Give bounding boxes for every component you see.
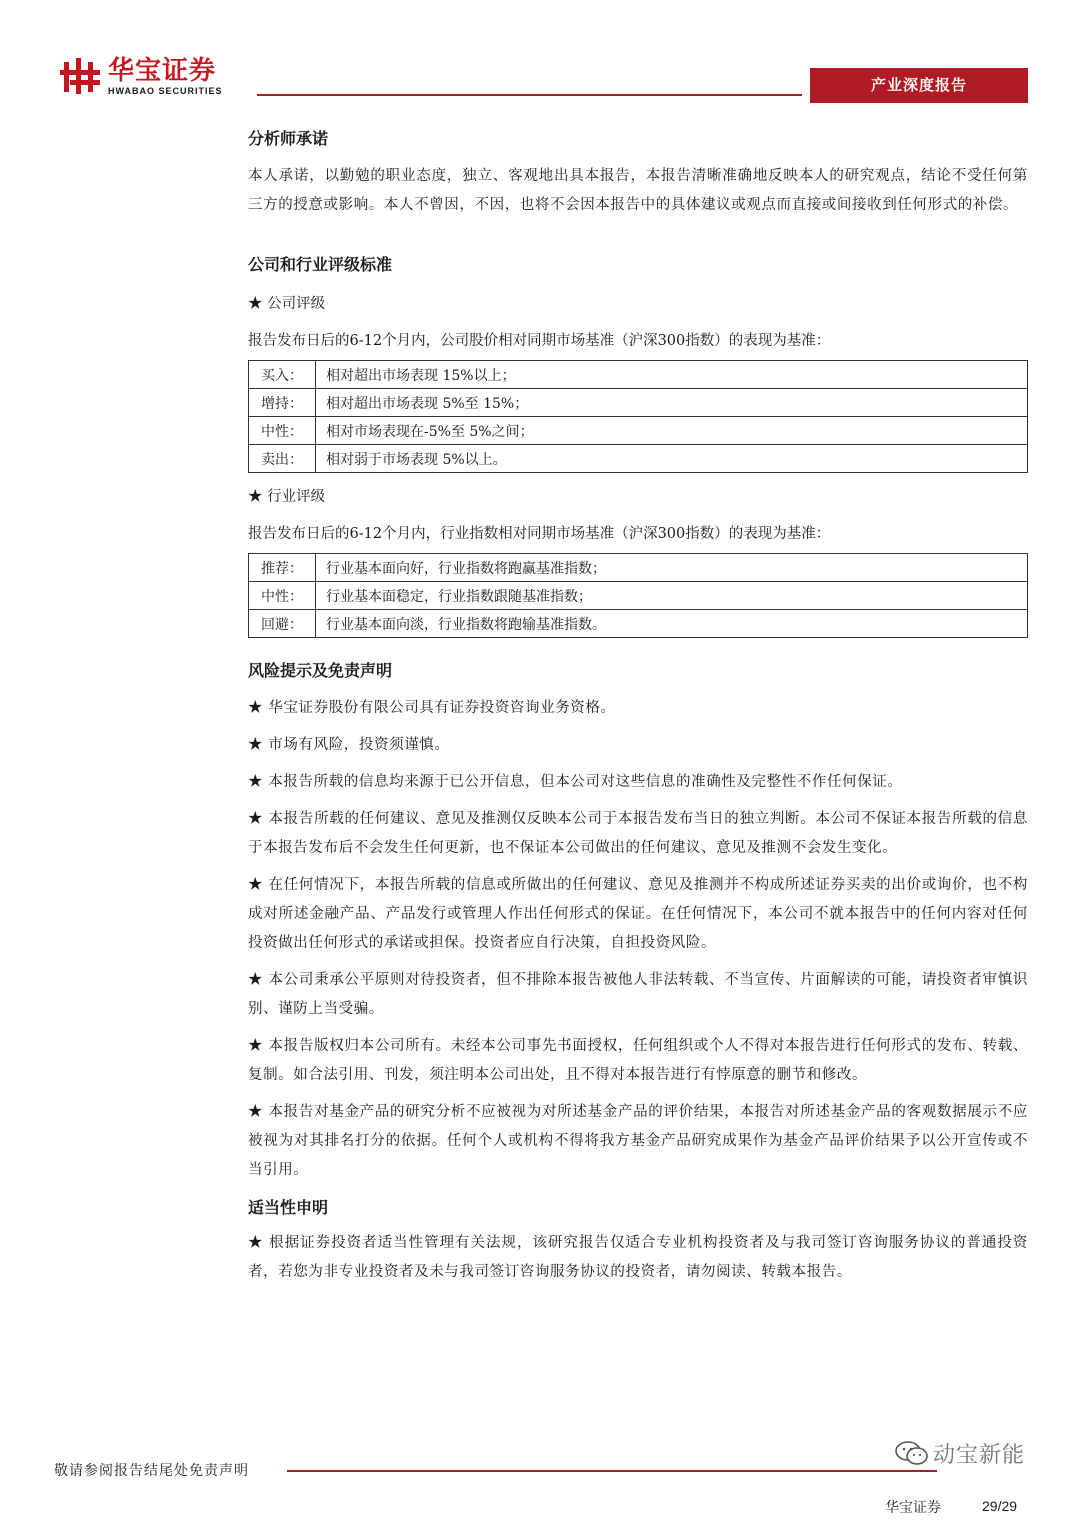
table-row <box>249 554 1028 582</box>
rating-key: 推荐： <box>249 554 316 582</box>
company-logo <box>60 56 250 100</box>
footer-disclaimer-note: 敬请参阅报告结尾处免责声明 <box>54 1463 249 1479</box>
table-row <box>249 417 1028 445</box>
page-number: 29/29 <box>982 1498 1018 1514</box>
suitability-title: 适当性申明 <box>248 1198 329 1217</box>
rating-key: 回避： <box>249 610 316 638</box>
rating-value: 相对超出市场表现 5%至 15%； <box>316 389 1028 417</box>
suitability-text: ★ 根据证券投资者适当性管理有关法规，该研究报告仅适合专业机构投资者及与我司签订咨询服务协议的普通投资者，若您为非专业投资者及未与我司签订咨询服务协议的投资者，请勿阅读、转载本报告。 <box>248 1235 1028 1280</box>
analyst-commitment-text: 本人承诺，以勤勉的职业态度，独立、客观地出具本报告，本报告清晰准确地反映本人的研究观点，结论不受任何第三方的授意或影响。本人不曾因，不因，也将不会因本报告中的具体建议或观点而直接或间接收到任何形式的补偿。 <box>248 168 1028 213</box>
watermark-text: 动宝新能 <box>933 1443 1026 1468</box>
rating-value: 相对弱于市场表现 5%以上。 <box>316 445 1028 473</box>
rating-value: 行业基本面向好，行业指数将跑赢基准指数； <box>316 554 1028 582</box>
table-row <box>249 389 1028 417</box>
footer-brand: 华宝证券 <box>885 1500 941 1516</box>
analyst-commitment-title: 分析师承诺 <box>248 129 329 148</box>
company-rating-description: 报告发布日后的6-12个月内，公司股价相对同期市场基准（沪深300指数）的表现为基准： <box>248 333 831 349</box>
industry-rating-table <box>248 553 1028 638</box>
table-row <box>249 582 1028 610</box>
logo-english-name: HWABAO SECURITIES <box>108 86 223 96</box>
rating-value: 相对超出市场表现 15%以上； <box>316 361 1028 389</box>
list-item: ★ 市场有风险，投资须谨慎。 <box>248 737 450 753</box>
rating-key: 增持： <box>249 389 316 417</box>
rating-key: 中性： <box>249 582 316 610</box>
rating-key: 中性： <box>249 417 316 445</box>
header-divider <box>257 94 802 96</box>
rating-key: 买入： <box>249 361 316 389</box>
wechat-icon <box>895 1440 929 1466</box>
rating-value: 相对市场表现在-5%至 5%之间； <box>316 417 1028 445</box>
footer-divider <box>287 1470 937 1472</box>
company-rating-heading: ★ 公司评级 <box>248 296 326 312</box>
industry-rating-description: 报告发布日后的6-12个月内，行业指数相对同期市场基准（沪深300指数）的表现为基准： <box>248 526 831 542</box>
rating-key: 卖出： <box>249 445 316 473</box>
table-row <box>249 610 1028 638</box>
list-item: ★ 本公司秉承公平原则对待投资者，但不排除本报告被他人非法转载、不当宣传、片面解读的可能，请投资者审慎识别、谨防上当受骗。 <box>248 972 1028 1017</box>
list-item: ★ 本报告所载的信息均来源于已公开信息，但本公司对这些信息的准确性及完整性不作任何保证。 <box>248 774 903 790</box>
company-rating-table <box>248 360 1028 473</box>
logo-chinese-name: 华宝证券 <box>108 56 217 86</box>
industry-rating-heading: ★ 行业评级 <box>248 489 326 505</box>
rating-value: 行业基本面稳定，行业指数跟随基准指数； <box>316 582 1028 610</box>
list-item: ★ 华宝证券股份有限公司具有证券投资咨询业务资格。 <box>248 700 616 716</box>
rating-value: 行业基本面向淡，行业指数将跑输基准指数。 <box>316 610 1028 638</box>
report-body <box>248 126 1028 1287</box>
risk-disclaimer-title: 风险提示及免责声明 <box>248 661 393 680</box>
table-row <box>249 445 1028 473</box>
list-item: ★ 本报告所载的任何建议、意见及推测仅反映本公司于本报告发布当日的独立判断。本公司不保证本报告所载的信息于本报告发布后不会发生任何更新，也不保证本公司做出的任何建议、意见及推测不会发生变化。 <box>248 811 1028 856</box>
table-row <box>249 361 1028 389</box>
list-item: ★ 本报告对基金产品的研究分析不应被视为对所述基金产品的评价结果，本报告对所述基金产品的客观数据展示不应被视为对其排名打分的依据。任何个人或机构不得将我方基金产品研究成果作为基金产品评价结果予以公开宣传或不当引用。 <box>248 1104 1028 1178</box>
report-type-badge: 产业深度报告 <box>810 68 1028 103</box>
wechat-watermark <box>895 1434 1045 1474</box>
hwabao-logo-icon <box>60 56 104 96</box>
rating-standards-title: 公司和行业评级标准 <box>248 255 393 274</box>
list-item: ★ 在任何情况下，本报告所载的信息或所做出的任何建议、意见及推测并不构成所述证券买卖的出价或询价，也不构成对所述金融产品、产品发行或管理人作出任何形式的保证。在任何情况下，本公司不就本报告中的任何内容对任何投资做出任何形式的承诺或担保。投资者应自行决策，自担投资风险。 <box>248 877 1028 951</box>
list-item: ★ 本报告版权归本公司所有。未经本公司事先书面授权，任何组织或个人不得对本报告进行任何形式的发布、转载、复制。如合法引用、刊发，须注明本公司出处，且不得对本报告进行有悖原意的删节和修改。 <box>248 1038 1028 1083</box>
